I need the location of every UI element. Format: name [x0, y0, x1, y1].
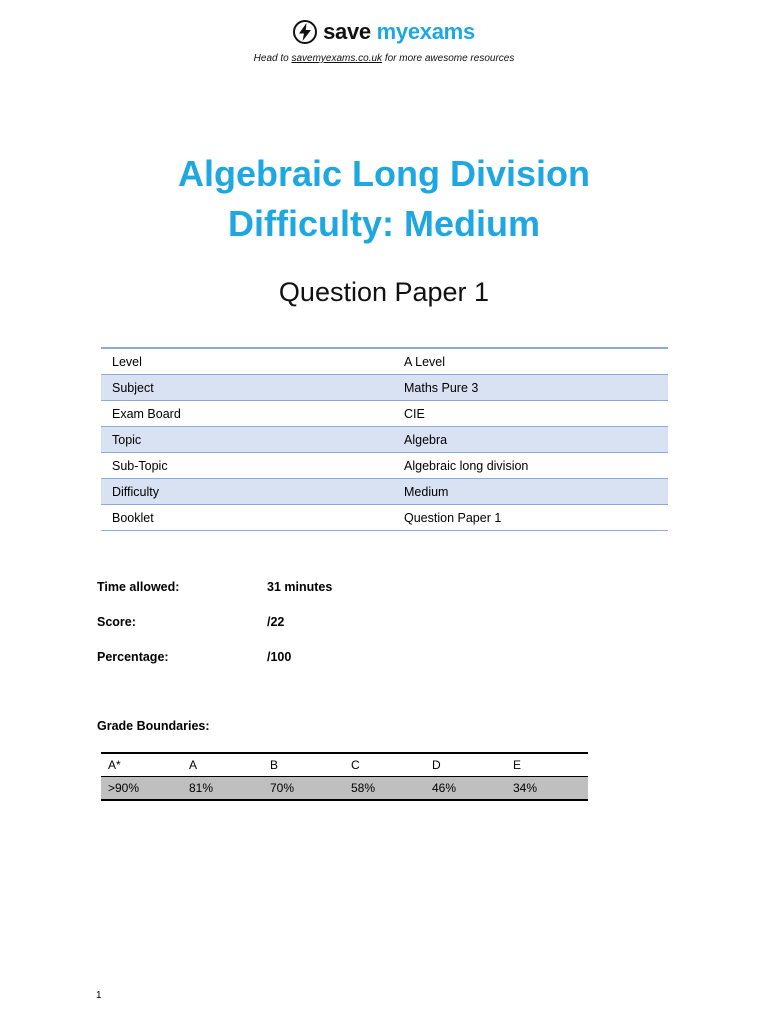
boundary-cell: 58% [351, 781, 376, 795]
info-key: Topic [112, 432, 142, 447]
percentage [97, 650, 291, 664]
info-key: Sub-Topic [112, 458, 168, 473]
percentage-value: /100 [267, 650, 292, 664]
header [0, 20, 768, 64]
grade-cell: C [351, 758, 360, 772]
info-table [101, 347, 668, 531]
info-key: Level [112, 354, 142, 369]
logo-wordmark: save myexams [323, 19, 475, 44]
info-row-difficulty [101, 479, 668, 505]
boundary-cell: 81% [189, 781, 214, 795]
info-key: Exam Board [112, 406, 181, 421]
grade-cell: D [432, 758, 441, 772]
grade-cell: A* [108, 758, 121, 772]
info-key: Booklet [112, 510, 154, 525]
boundary-cell: 46% [432, 781, 457, 795]
brand-logo[interactable] [293, 20, 475, 44]
grade-header-row [101, 754, 588, 777]
info-row-exam-board [101, 401, 668, 427]
grade-boundaries-table [101, 752, 588, 801]
time-allowed [97, 580, 332, 594]
info-row-subject [101, 375, 668, 401]
info-row-booklet [101, 505, 668, 531]
grade-boundaries-title: Grade Boundaries: [97, 719, 210, 733]
score-value: /22 [267, 615, 285, 629]
time-label: Time allowed: [97, 580, 180, 594]
boundary-cell: 70% [270, 781, 295, 795]
score [97, 615, 284, 629]
info-value: Question Paper 1 [404, 510, 502, 525]
boundary-cell: 34% [513, 781, 538, 795]
document-title: Algebraic Long Division [177, 153, 591, 194]
percentage-label: Percentage: [97, 650, 169, 664]
grade-cell: A [189, 758, 198, 772]
info-value: A Level [404, 354, 446, 369]
info-key: Subject [112, 380, 154, 395]
page-number: 1 [96, 990, 102, 1001]
score-label: Score: [97, 615, 136, 629]
info-value: Algebra [404, 432, 448, 447]
tagline-link[interactable]: savemyexams.co.uk [291, 53, 383, 64]
info-value: Maths Pure 3 [404, 380, 479, 395]
info-row-sub-topic [101, 453, 668, 479]
boundary-cell: >90% [108, 781, 140, 795]
grade-cell: E [513, 758, 522, 772]
info-value: CIE [404, 406, 425, 421]
info-row-topic [101, 427, 668, 453]
time-value: 31 minutes [267, 580, 333, 594]
grade-cell: B [270, 758, 279, 772]
info-value: Medium [404, 484, 449, 499]
tagline: Head to savemyexams.co.uk for more awesome resources [253, 53, 515, 64]
grade-values-row [101, 777, 588, 799]
lightning-bolt-icon [293, 20, 317, 44]
paper-subtitle: Question Paper 1 [278, 277, 490, 307]
info-key: Difficulty [112, 484, 160, 499]
info-value: Algebraic long division [404, 458, 529, 473]
info-row-level [101, 349, 668, 375]
difficulty-title: Difficulty: Medium [228, 203, 540, 244]
